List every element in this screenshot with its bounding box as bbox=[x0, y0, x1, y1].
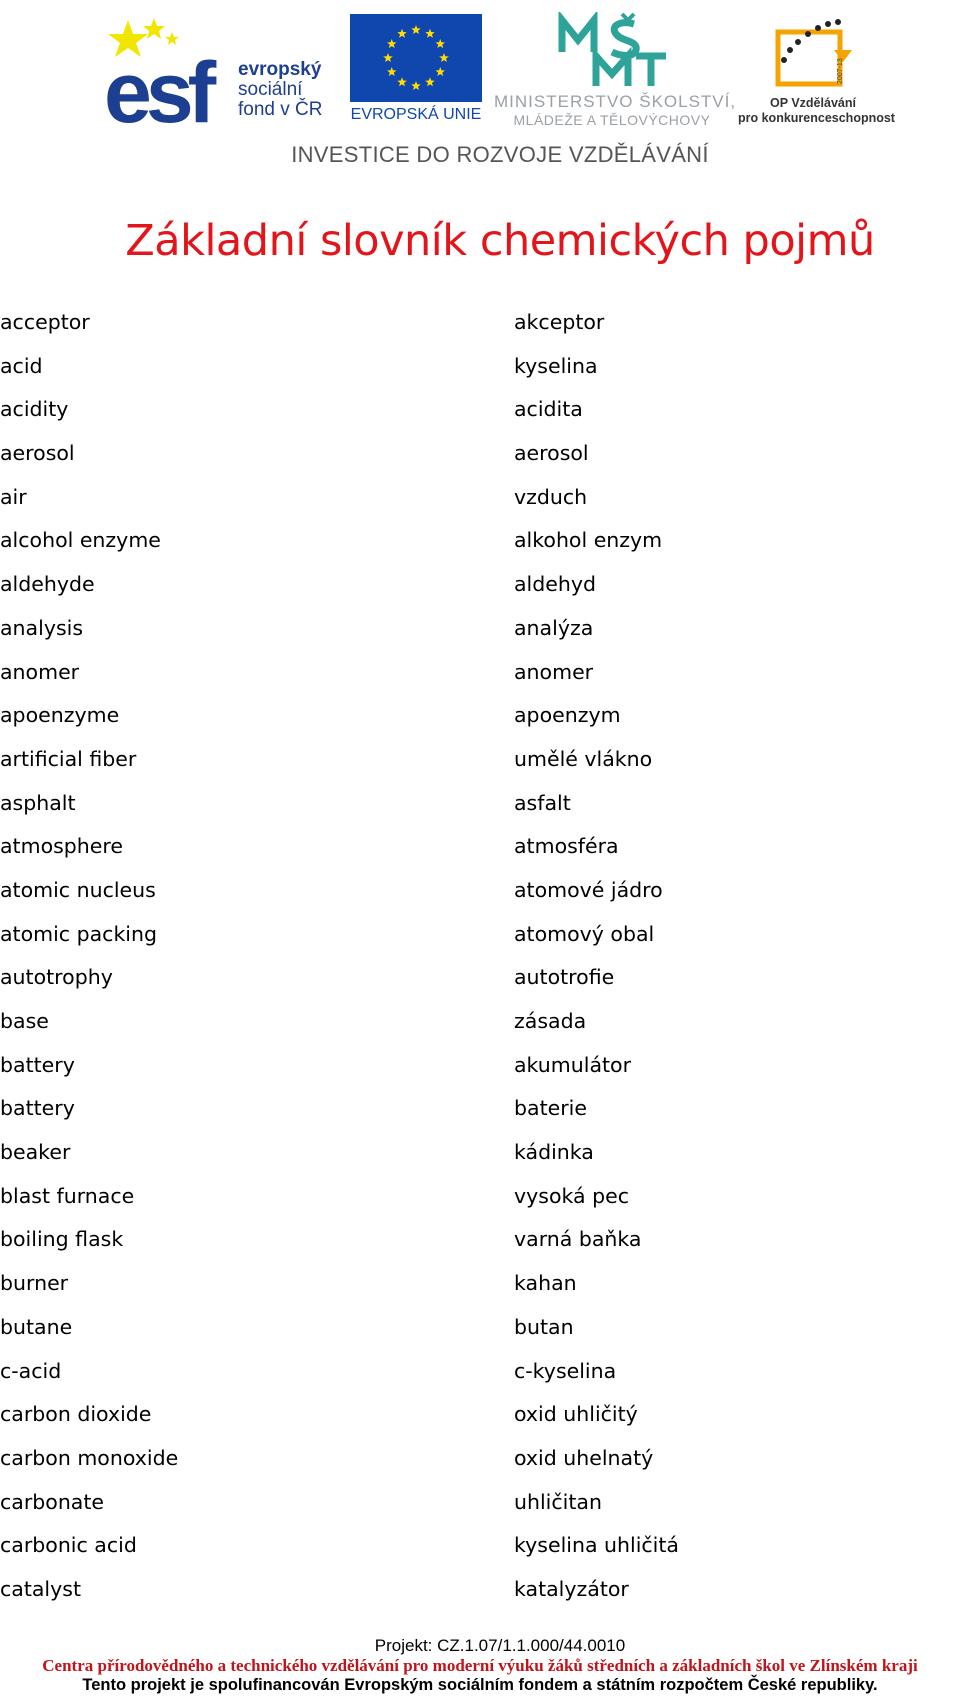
vocab-row bbox=[0, 308, 960, 352]
op-logo bbox=[738, 12, 895, 128]
term-english: carbonic acid bbox=[0, 1533, 137, 1558]
term-english: acidity bbox=[0, 397, 69, 422]
vocab-row bbox=[0, 920, 960, 964]
esf-mark-icon bbox=[104, 14, 230, 126]
op-caption-line2: pro konkurenceschopnost bbox=[738, 111, 895, 125]
term-english: battery bbox=[0, 1052, 75, 1077]
term-english: autotrophy bbox=[0, 965, 113, 990]
term-english: catalyst bbox=[0, 1576, 81, 1601]
vocab-row bbox=[0, 963, 960, 1007]
term-czech: autotrofie bbox=[514, 965, 615, 990]
term-english: carbonate bbox=[0, 1489, 105, 1514]
term-english: apoenzyme bbox=[0, 703, 120, 728]
term-english: c-acid bbox=[0, 1358, 62, 1383]
term-czech: akumulátor bbox=[514, 1052, 632, 1077]
term-english: butane bbox=[0, 1314, 73, 1339]
msmt-mark-icon bbox=[556, 12, 668, 88]
term-czech: asfalt bbox=[514, 790, 571, 815]
term-czech: kádinka bbox=[514, 1140, 594, 1165]
vocab-row bbox=[0, 1094, 960, 1138]
term-english: boiling flask bbox=[0, 1227, 124, 1252]
term-czech: aerosol bbox=[514, 441, 589, 466]
term-english: atomic nucleus bbox=[0, 877, 156, 902]
term-czech: kyselina uhličitá bbox=[514, 1533, 679, 1558]
vocab-row bbox=[0, 1575, 960, 1619]
vocab-row bbox=[0, 395, 960, 439]
op-mark-icon bbox=[768, 12, 858, 92]
term-czech: atomové jádro bbox=[514, 877, 663, 902]
vocab-row bbox=[0, 439, 960, 483]
term-czech: c-kyselina bbox=[514, 1358, 617, 1383]
op-caption bbox=[738, 96, 895, 126]
term-czech: oxid uhelnatý bbox=[514, 1445, 654, 1470]
term-czech: umělé vlákno bbox=[514, 746, 653, 771]
term-czech: katalyzátor bbox=[514, 1576, 629, 1601]
term-english: anomer bbox=[0, 659, 80, 684]
vocab-row bbox=[0, 1313, 960, 1357]
vocab-row bbox=[0, 701, 960, 745]
term-czech: apoenzym bbox=[514, 703, 621, 728]
vocab-row bbox=[0, 1225, 960, 1269]
msmt-caption bbox=[494, 92, 737, 128]
vocab-row bbox=[0, 1357, 960, 1401]
vocab-row bbox=[0, 658, 960, 702]
logo-banner bbox=[0, 10, 960, 128]
esf-caption-line1: evropský bbox=[238, 59, 322, 80]
vocab-row bbox=[0, 832, 960, 876]
eu-logo bbox=[348, 14, 484, 126]
vocab-row bbox=[0, 745, 960, 789]
vocab-row bbox=[0, 483, 960, 527]
footer-project: Projekt: CZ.1.07/1.1.000/44.0010 bbox=[374, 1636, 626, 1655]
term-english: acid bbox=[0, 353, 43, 378]
vocabulary-list bbox=[0, 308, 960, 1619]
term-english: analysis bbox=[0, 615, 84, 640]
term-czech: analýza bbox=[514, 615, 594, 640]
term-czech: atmosféra bbox=[514, 834, 619, 859]
term-english: atmosphere bbox=[0, 834, 123, 859]
vocab-row bbox=[0, 876, 960, 920]
esf-caption-line2: sociální bbox=[238, 79, 303, 100]
term-english: atomic packing bbox=[0, 921, 158, 946]
term-czech: varná baňka bbox=[514, 1227, 642, 1252]
term-czech: vysoká pec bbox=[514, 1183, 629, 1208]
vocab-row bbox=[0, 614, 960, 658]
term-czech: atomový obal bbox=[514, 921, 655, 946]
term-english: aerosol bbox=[0, 441, 75, 466]
term-english: asphalt bbox=[0, 790, 76, 815]
term-english: burner bbox=[0, 1271, 69, 1296]
term-czech: akceptor bbox=[514, 310, 605, 334]
term-czech: kyselina bbox=[514, 353, 598, 378]
vocab-row bbox=[0, 1488, 960, 1532]
term-czech: anomer bbox=[514, 659, 594, 684]
vocab-row bbox=[0, 1138, 960, 1182]
msmt-caption-line2: MLÁDEŽE A TĚLOVÝCHOVY bbox=[513, 112, 711, 128]
term-english: alcohol enzyme bbox=[0, 528, 161, 553]
vocab-row bbox=[0, 1051, 960, 1095]
msmt-logo bbox=[494, 12, 737, 128]
term-english: carbon monoxide bbox=[0, 1445, 179, 1470]
term-czech: baterie bbox=[514, 1096, 587, 1121]
footer-centers: Centra přírodovědného a technického vzdělávání pro moderní výuku žáků středních a základních škol ve Zlínském kraji bbox=[42, 1656, 918, 1675]
esf-caption bbox=[238, 60, 322, 120]
term-czech: alkohol enzym bbox=[514, 528, 663, 553]
term-czech: uhličitan bbox=[514, 1489, 602, 1514]
term-czech: kahan bbox=[514, 1271, 577, 1296]
svg-text:2007-13: 2007-13 bbox=[837, 58, 844, 84]
term-english: carbon dioxide bbox=[0, 1402, 152, 1427]
vocab-row bbox=[0, 1400, 960, 1444]
vocab-row bbox=[0, 570, 960, 614]
vocab-row bbox=[0, 526, 960, 570]
msmt-caption-line1: MINISTERSTVO ŠKOLSTVÍ, bbox=[494, 92, 737, 111]
eu-caption: EVROPSKÁ UNIE bbox=[350, 106, 482, 123]
vocab-row bbox=[0, 1269, 960, 1313]
vocab-row bbox=[0, 1007, 960, 1051]
vocab-row bbox=[0, 1182, 960, 1226]
term-czech: oxid uhličitý bbox=[514, 1402, 638, 1427]
eu-flag-icon bbox=[350, 14, 482, 102]
term-czech: acidita bbox=[514, 397, 583, 422]
vocab-row bbox=[0, 789, 960, 833]
op-caption-line1: OP Vzdělávání bbox=[770, 96, 856, 110]
term-czech: vzduch bbox=[514, 484, 588, 509]
footer-funding: Tento projekt je spolufinancován Evropským sociálním fondem a státním rozpočtem České republiky. bbox=[82, 1676, 878, 1694]
vocab-row bbox=[0, 1444, 960, 1488]
term-english: acceptor bbox=[0, 310, 90, 334]
term-english: aldehyde bbox=[0, 572, 95, 597]
vocab-row bbox=[0, 1531, 960, 1575]
tagline: INVESTICE DO ROZVOJE VZDĚLÁVÁNÍ bbox=[291, 142, 709, 167]
term-czech: butan bbox=[514, 1314, 574, 1339]
esf-caption-line3: fond v ČR bbox=[238, 99, 323, 120]
term-english: air bbox=[0, 484, 27, 509]
esf-logo bbox=[104, 14, 340, 126]
term-english: beaker bbox=[0, 1140, 71, 1165]
term-english: battery bbox=[0, 1096, 75, 1121]
term-english: blast furnace bbox=[0, 1183, 135, 1208]
term-czech: zásada bbox=[514, 1009, 587, 1033]
term-english: artificial fiber bbox=[0, 746, 137, 771]
term-english: base bbox=[0, 1009, 49, 1033]
svg-text:esf: esf bbox=[104, 45, 211, 126]
vocab-row bbox=[0, 352, 960, 396]
term-czech: aldehyd bbox=[514, 572, 597, 597]
page-title: Základní slovník chemických pojmů bbox=[125, 216, 875, 266]
